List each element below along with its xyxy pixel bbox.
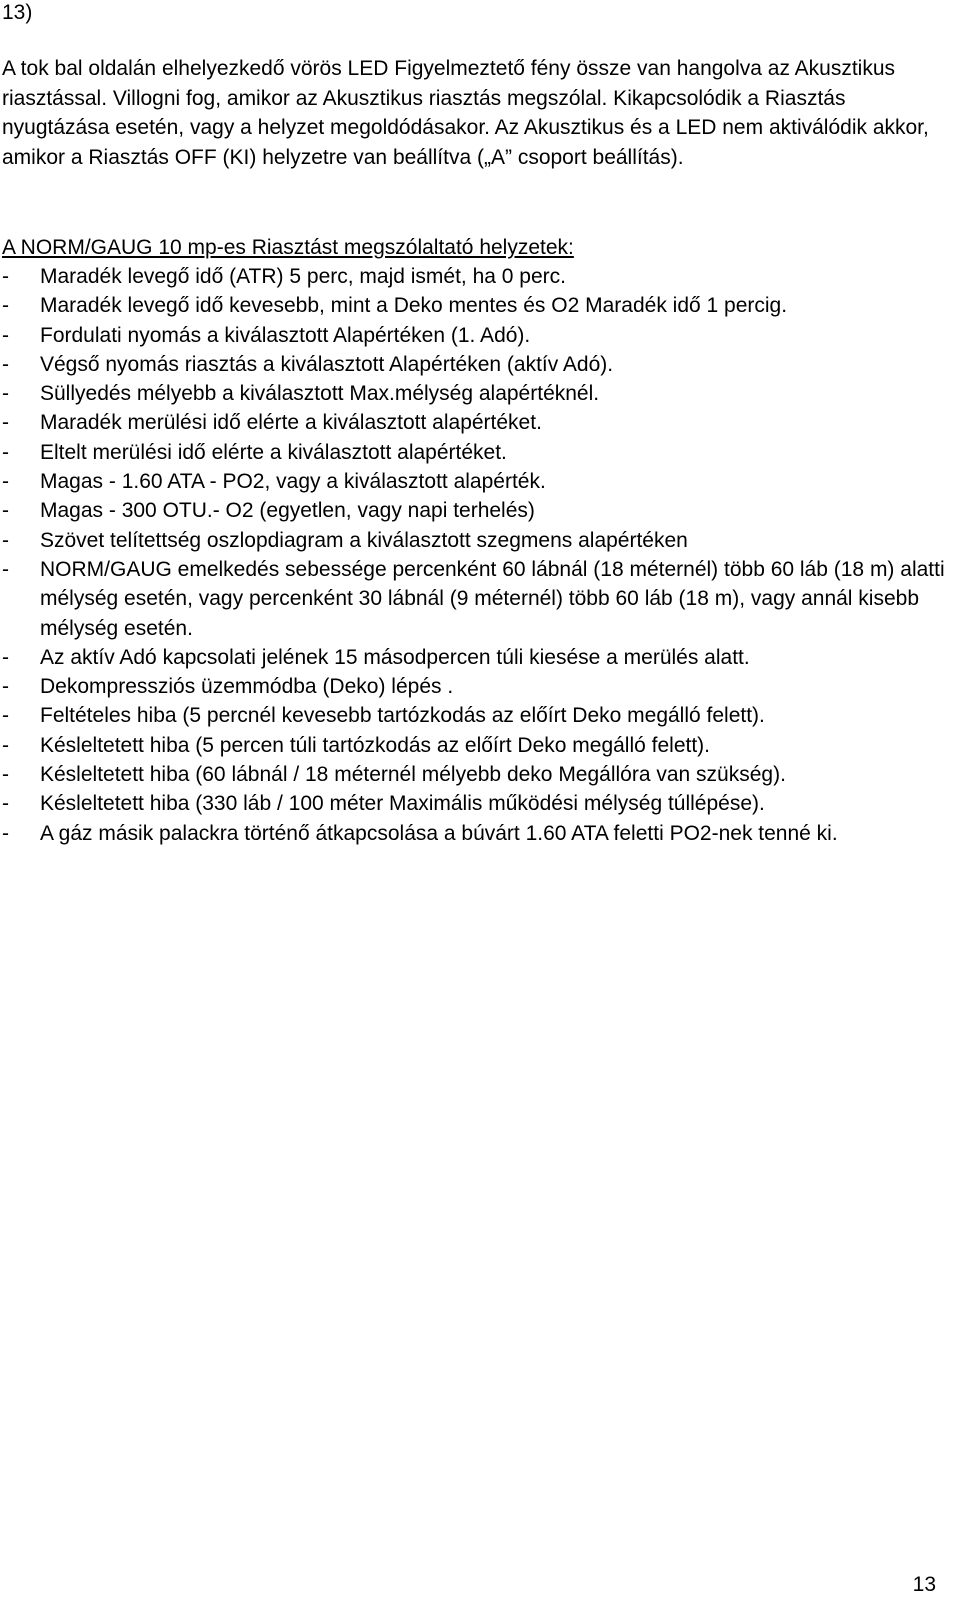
- list-item-text: Szövet telítettség oszlopdiagram a kiválasztott szegmens alapértéken: [40, 528, 688, 552]
- bullet-dash: -: [2, 323, 9, 347]
- list-item-text: Maradék merülési idő elérte a kiválasztott alapértéket.: [40, 411, 542, 435]
- list-item: [2, 672, 952, 701]
- list-item: [2, 438, 952, 467]
- section-number: 13): [2, 1, 33, 24]
- bullet-dash: -: [2, 675, 9, 699]
- list-item: [2, 819, 952, 848]
- list-item: [2, 731, 952, 760]
- list-item-text: Eltelt merülési idő elérte a kiválasztott alapértéket.: [40, 440, 507, 464]
- bullet-dash: -: [2, 645, 9, 669]
- bullet-dash: -: [2, 704, 9, 728]
- list-item-text: Feltételes hiba (5 percnél kevesebb tartózkodás az előírt Deko megálló felett).: [40, 704, 765, 728]
- page-number: 13: [912, 1573, 936, 1596]
- bullet-dash: -: [2, 382, 9, 406]
- list-item: [2, 760, 952, 789]
- alarm-conditions-list: [2, 262, 952, 848]
- list-item-text: Fordulati nyomás a kiválasztott Alapértéken (1. Adó).: [40, 323, 531, 347]
- list-item-text: Maradék levegő idő (ATR) 5 perc, majd ismét, ha 0 perc.: [40, 265, 566, 288]
- list-item: [2, 789, 952, 818]
- list-item: [2, 408, 952, 437]
- list-item: [2, 526, 952, 555]
- bullet-dash: -: [2, 792, 9, 816]
- list-item: [2, 291, 952, 320]
- intro-paragraph: A tok bal oldalán elhelyezkedő vörös LED Figyelmeztető fény össze van hangolva az Akusztikus riasztással. Villogni fog, amikor az Akusztikus riasztás megszólal. Kikapcsolódik a Riasztás nyugtázása esetén, vagy a helyzet megoldódásakor. Az Akusztikus és a LED nem aktiválódik akkor, amikor a Riasztás OFF (KI) helyzetre van beállítva („A” csoport beállítás).: [2, 57, 929, 169]
- list-item: [2, 643, 952, 672]
- list-item: [2, 701, 952, 730]
- list-item: [2, 379, 952, 408]
- list-item-text: NORM/GAUG emelkedés sebessége percenként 60 lábnál (18 méternél) több 60 láb (18 m) alatti mélység esetén, vagy percenként 30 lábnál (9 méternél) több 60 láb (18 m), vagy annál kisebb mélység esetén.: [40, 557, 945, 640]
- bullet-dash: -: [2, 499, 9, 523]
- list-item: [2, 262, 952, 291]
- bullet-dash: -: [2, 294, 9, 318]
- list-item-text: Maradék levegő idő kevesebb, mint a Deko mentes és O2 Maradék idő 1 percig.: [40, 294, 788, 318]
- list-item-text: Késleltetett hiba (60 lábnál / 18 méternél mélyebb deko Megállóra van szükség).: [40, 763, 786, 787]
- list-item: [2, 555, 952, 643]
- list-heading: A NORM/GAUG 10 mp-es Riasztást megszólaltató helyzetek:: [2, 236, 574, 259]
- list-item: [2, 496, 952, 525]
- bullet-dash: -: [2, 821, 9, 845]
- list-item-text: Dekompressziós üzemmódba (Deko) lépés .: [40, 675, 454, 699]
- list-item-text: Az aktív Adó kapcsolati jelének 15 másodpercen túli kiesése a merülés alatt.: [40, 645, 750, 669]
- list-item-text: Magas - 300 OTU.- O2 (egyetlen, vagy napi terhelés): [40, 499, 535, 523]
- bullet-dash: -: [2, 557, 9, 581]
- list-item-text: Végső nyomás riasztás a kiválasztott Alapértéken (aktív Adó).: [40, 352, 614, 376]
- list-item-text: Késleltetett hiba (5 percen túli tartózkodás az előírt Deko megálló felett).: [40, 733, 711, 757]
- list-item-text: Magas - 1.60 ATA - PO2, vagy a kiválasztott alapérték.: [40, 470, 546, 494]
- list-item: [2, 321, 952, 350]
- bullet-dash: -: [2, 528, 9, 552]
- list-item: [2, 467, 952, 496]
- bullet-dash: -: [2, 265, 9, 288]
- bullet-dash: -: [2, 411, 9, 435]
- list-item: [2, 350, 952, 379]
- list-item-text: Süllyedés mélyebb a kiválasztott Max.mélység alapértéknél.: [40, 382, 600, 406]
- bullet-dash: -: [2, 470, 9, 494]
- list-item-text: Késleltetett hiba (330 láb / 100 méter Maximális működési mélység túllépése).: [40, 792, 765, 816]
- bullet-dash: -: [2, 733, 9, 757]
- bullet-dash: -: [2, 352, 9, 376]
- bullet-dash: -: [2, 440, 9, 464]
- bullet-dash: -: [2, 763, 9, 787]
- list-item-text: A gáz másik palackra történő átkapcsolása a búvárt 1.60 ATA feletti PO2-nek tenné ki.: [40, 821, 838, 845]
